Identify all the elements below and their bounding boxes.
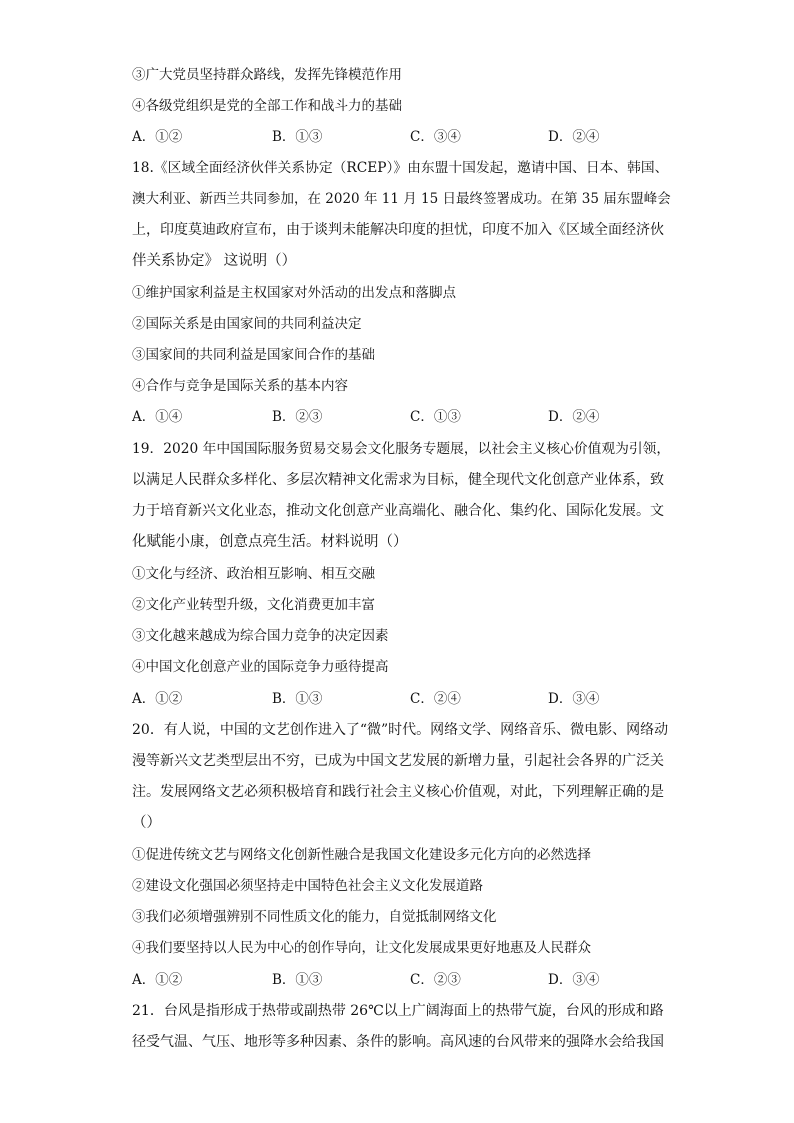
q19-stem-line-2: 以满足人民群众多样化、多层次精神文化需求为目标，健全现代文化创意产业体系，致 [132, 472, 664, 488]
q17-option-item-4: ④各级党组织是党的全部工作和战斗力的基础 [132, 98, 402, 114]
q17-choice-d: D．②④ [548, 129, 600, 145]
q20-choice-d: D．③④ [548, 972, 600, 988]
q19-choice-b: B．①③ [272, 691, 323, 707]
q20-choice-c: C．②③ [410, 972, 461, 988]
q19-choice-a: A．①② [132, 691, 183, 707]
q20-stem-line-1: 20．有人说，中国的文艺创作进入了“微”时代。网络文学、网络音乐、微电影、网络动 [132, 722, 669, 738]
q20-stem-line-3: 注。发展网络文艺必须积极培育和践行社会主义核心价值观，对此，下列理解正确的是 [132, 784, 664, 800]
q20-choice-b: B．①③ [272, 972, 323, 988]
q20-option-item-3: ③我们必须增强辨别不同性质文化的能力，自觉抵制网络文化 [132, 909, 497, 925]
q20-choice-a: A．①② [132, 972, 183, 988]
q18-stem-line-3: 上，印度莫迪政府宣布，由于谈判未能解决印度的担忧，印度不加入《区域全面经济伙 [132, 222, 664, 238]
q19-stem-line-1: 19．2020 年中国国际服务贸易交易会文化服务专题展，以社会主义核心价值观为引领， [132, 441, 671, 457]
q18-option-item-2: ②国际关系是由国家间的共同利益决定 [132, 316, 362, 332]
q18-choices [132, 407, 672, 427]
q18-choice-d: D．②④ [548, 409, 600, 425]
q17-option-item-3: ③广大党员坚持群众路线，发挥先锋模范作用 [132, 67, 402, 83]
q19-option-item-1: ①文化与经济、政治相互影响、相互交融 [132, 566, 375, 582]
q20-choices [132, 970, 672, 990]
q20-stem-line-4: （） [132, 815, 161, 831]
q19-option-item-3: ③文化越来越成为综合国力竞争的决定因素 [132, 628, 389, 644]
q20-option-item-4: ④我们要坚持以人民为中心的创作导向，让文化发展成果更好地惠及人民群众 [132, 940, 591, 956]
q18-choice-c: C．①③ [410, 409, 461, 425]
q20-option-item-1: ①促进传统文艺与网络文化创新性融合是我国文化建设多元化方向的必然选择 [132, 847, 591, 863]
q18-option-item-3: ③国家间的共同利益是国家间合作的基础 [132, 347, 375, 363]
q20-option-item-2: ②建设文化强国必须坚持走中国特色社会主义文化发展道路 [132, 878, 483, 894]
q18-stem-line-4: 伴关系协定》 这说明（） [132, 253, 297, 269]
q17-choices [132, 127, 672, 147]
q17-choice-b: B．①③ [272, 129, 323, 145]
q17-choice-c: C．③④ [410, 129, 461, 145]
q18-option-item-4: ④合作与竞争是国际关系的基本内容 [132, 378, 348, 394]
q19-stem-line-3: 力于培育新兴文化业态，推动文化创意产业高端化、融合化、集约化、国际化发展。文 [132, 503, 664, 519]
q19-option-item-4: ④中国文化创意产业的国际竞争力亟待提高 [132, 659, 389, 675]
q19-option-item-2: ②文化产业转型升级，文化消费更加丰富 [132, 597, 375, 613]
q21-stem-line-1: 21．台风是指形成于热带或副热带 26℃以上广阔海面上的热带气旋，台风的形成和路 [132, 1003, 664, 1019]
q17-choice-a: A．①② [132, 129, 183, 145]
q18-choice-b: B．②③ [272, 409, 323, 425]
q19-choices [132, 689, 672, 709]
q19-choice-c: C．②④ [410, 691, 461, 707]
q18-choice-a: A．①④ [132, 409, 183, 425]
q18-stem-line-1: 18.《区域全面经济伙伴关系协定（RCEP）》由东盟十国发起，邀请中国、日本、韩国、 [132, 160, 669, 176]
q21-stem-line-2: 径受气温、气压、地形等多种因素、条件的影响。高风速的台风带来的强降水会给我国 [132, 1034, 664, 1050]
q18-option-item-1: ①维护国家利益是主权国家对外活动的出发点和落脚点 [132, 285, 456, 301]
q19-choice-d: D．③④ [548, 691, 600, 707]
q18-stem-line-2: 澳大利亚、新西兰共同参加，在 2020 年 11 月 15 日最终签署成功。在第 35 届东盟峰会 [132, 191, 671, 207]
q20-stem-line-2: 漫等新兴文艺类型层出不穷，已成为中国文艺发展的新增力量，引起社会各界的广泛关 [132, 753, 664, 769]
q19-stem-line-4: 化赋能小康，创意点亮生活。材料说明（） [132, 534, 408, 550]
